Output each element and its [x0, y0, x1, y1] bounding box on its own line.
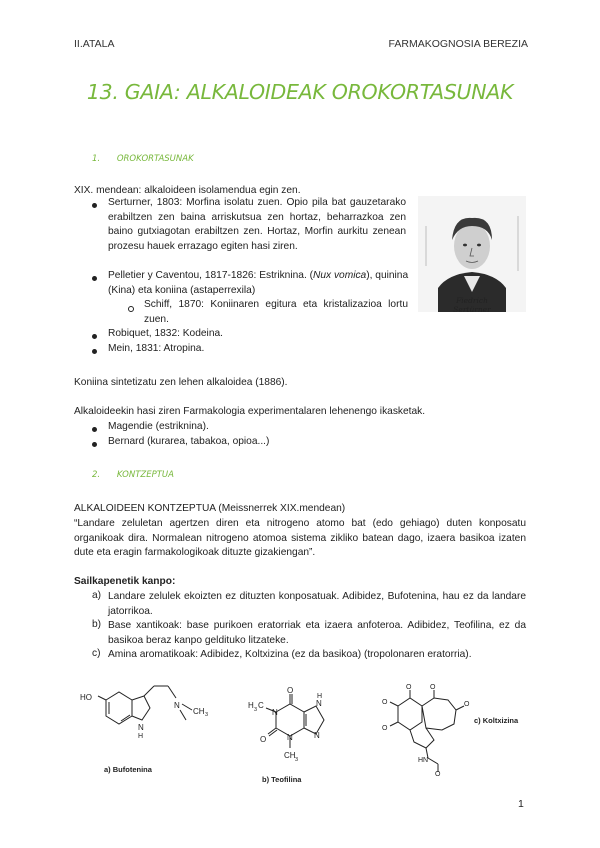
atom-label: HN: [418, 757, 429, 764]
item-a-text: Landare zelulek ekoizten ez dituzten konposatuak. Adibidez, Bufotenina, hau ez da landare jatorrikoa.: [108, 591, 526, 617]
atom-label: H: [138, 733, 144, 740]
item-label: b): [92, 619, 102, 630]
section-number: 2.: [92, 470, 101, 480]
atom-label: CH: [284, 751, 296, 760]
bullet-pelletier-a: Pelletier y Caventou, 1817-1826: Estriknina. (: [108, 270, 313, 281]
section-1-heading: [92, 154, 194, 164]
section-title: OROKORTASUNAK: [116, 154, 194, 164]
theophylline-structure: [246, 684, 350, 774]
atom-label: O: [435, 771, 441, 776]
bullet-dot: [92, 427, 97, 432]
atom-label: O: [382, 725, 388, 732]
bullet-dot: [92, 442, 97, 447]
colchicine-structure: [378, 680, 474, 776]
item-b-text: Base xantikoak: base purikoen eratorriak eta izaera anfoteroa. Adibidez, Teofilina, ez da basikoa beraz kanpo geldituko litzateke.: [108, 620, 526, 646]
section-title: KONTZEPTUA: [116, 470, 174, 480]
coniine-text: Koniina sintetizatu zen lehen alkaloidea (1886).: [74, 377, 288, 388]
atom-label: CH: [193, 707, 205, 716]
bufotenine-structure: [76, 680, 216, 754]
bullet-dot: [92, 276, 97, 281]
page-number: 1: [518, 798, 524, 810]
atom-label: O: [287, 686, 294, 695]
atom-label: O: [406, 684, 412, 691]
bullet-dot: [92, 334, 97, 339]
header-right: FARMAKOGNOSIA BEREZIA: [388, 38, 528, 50]
section-2-heading: [92, 470, 174, 480]
atom-label: N: [272, 708, 278, 717]
atom-label: N: [314, 731, 320, 740]
atom-label: N: [287, 733, 293, 742]
portrait-caption-line2: Sertürner: [453, 305, 491, 314]
atom-label: 3: [205, 712, 209, 718]
atom-label: 3: [295, 757, 299, 763]
bullet-serturner: Serturner, 1803: Morfina isolatu zuen. Opio pila bat gauzetarako erabiltzen zen baina arriskutsua zen hortaz, beharrazkoa zen baino gutxiagotan erabiltzen zen. Hortaz, Morfin aurkitu zenean prozesu hauek errazago egiten hasi ziren.: [108, 197, 406, 252]
bullet-pelletier: [108, 269, 418, 298]
concept-title: ALKALOIDEEN KONTZEPTUA (Meissnerrek XIX.mendean): [74, 503, 346, 514]
bullet-dot: [92, 203, 97, 208]
atom-label: C: [258, 701, 264, 710]
colchicine-caption: c) Koltxizina: [474, 716, 519, 725]
atom-label: O: [464, 701, 470, 708]
item-label: c): [92, 648, 101, 659]
header-left: II.ATALA: [74, 38, 115, 50]
atom-label: O: [382, 699, 388, 706]
atom-label: HO: [80, 693, 92, 702]
bullet-bernard: Bernard (kurarea, tabakoa, opioa...): [108, 436, 270, 447]
pharmacology-text: Alkaloideekin hasi ziren Farmakologia experimentalaren lehenengo ikasketak.: [74, 406, 426, 417]
bullet-pelletier-species: Nux vomica: [313, 270, 367, 281]
item-label: a): [92, 590, 102, 601]
theophylline-caption: b) Teofilina: [262, 775, 302, 784]
intro-text: XIX. mendean: alkaloideen isolamendua egin zen.: [74, 185, 301, 196]
item-c-text: Amina aromatikoak: Adibidez, Koltxizina (ez da basikoa) (tropolonaren eratorria).: [108, 649, 472, 660]
portrait-caption-line1: Fiedrich: [456, 296, 488, 305]
atom-label: O: [430, 684, 436, 691]
bullet-pelletier-b: ), quinina (Kina) eta koniina (astaperrexila): [108, 270, 409, 296]
atom-label: 3: [254, 707, 258, 713]
sub-bullet-circle: [128, 306, 134, 312]
bullet-dot: [92, 349, 97, 354]
atom-label: N: [138, 723, 144, 732]
concept-text: “Landare zeluletan agertzen diren eta nitrogeno atomo bat (edo gehiago) duten konposatu organikoak dira. Normalean nitrogeno atomoa sistema zikliko batean dago, izaera basikoa izaten dute eta eragin farmakologikoak dituzte gizakiengan”.: [74, 518, 526, 559]
atom-label: N: [316, 699, 322, 708]
atom-label: N: [174, 701, 180, 710]
bullet-magendie: Magendie (estriknina).: [108, 421, 209, 432]
atom-label: H: [248, 701, 254, 710]
bullet-schiff: Schiff, 1870: Koniinaren egitura eta kristalizazioa lortu zuen.: [144, 299, 408, 325]
section-number: 1.: [92, 154, 101, 164]
bullet-robiquet: Robiquet, 1832: Kodeina.: [108, 328, 223, 339]
page-title: 13. GAIA: ALKALOIDEAK OROKORTASUNAK: [86, 80, 514, 104]
bullet-mein: Mein, 1831: Atropina.: [108, 343, 205, 354]
serturner-portrait: [418, 196, 526, 312]
atom-label: H: [317, 693, 323, 700]
atom-label: O: [260, 735, 267, 744]
bufotenine-caption: a) Bufotenina: [104, 765, 152, 774]
classification-title: Sailkapenetik kanpo:: [74, 576, 176, 587]
